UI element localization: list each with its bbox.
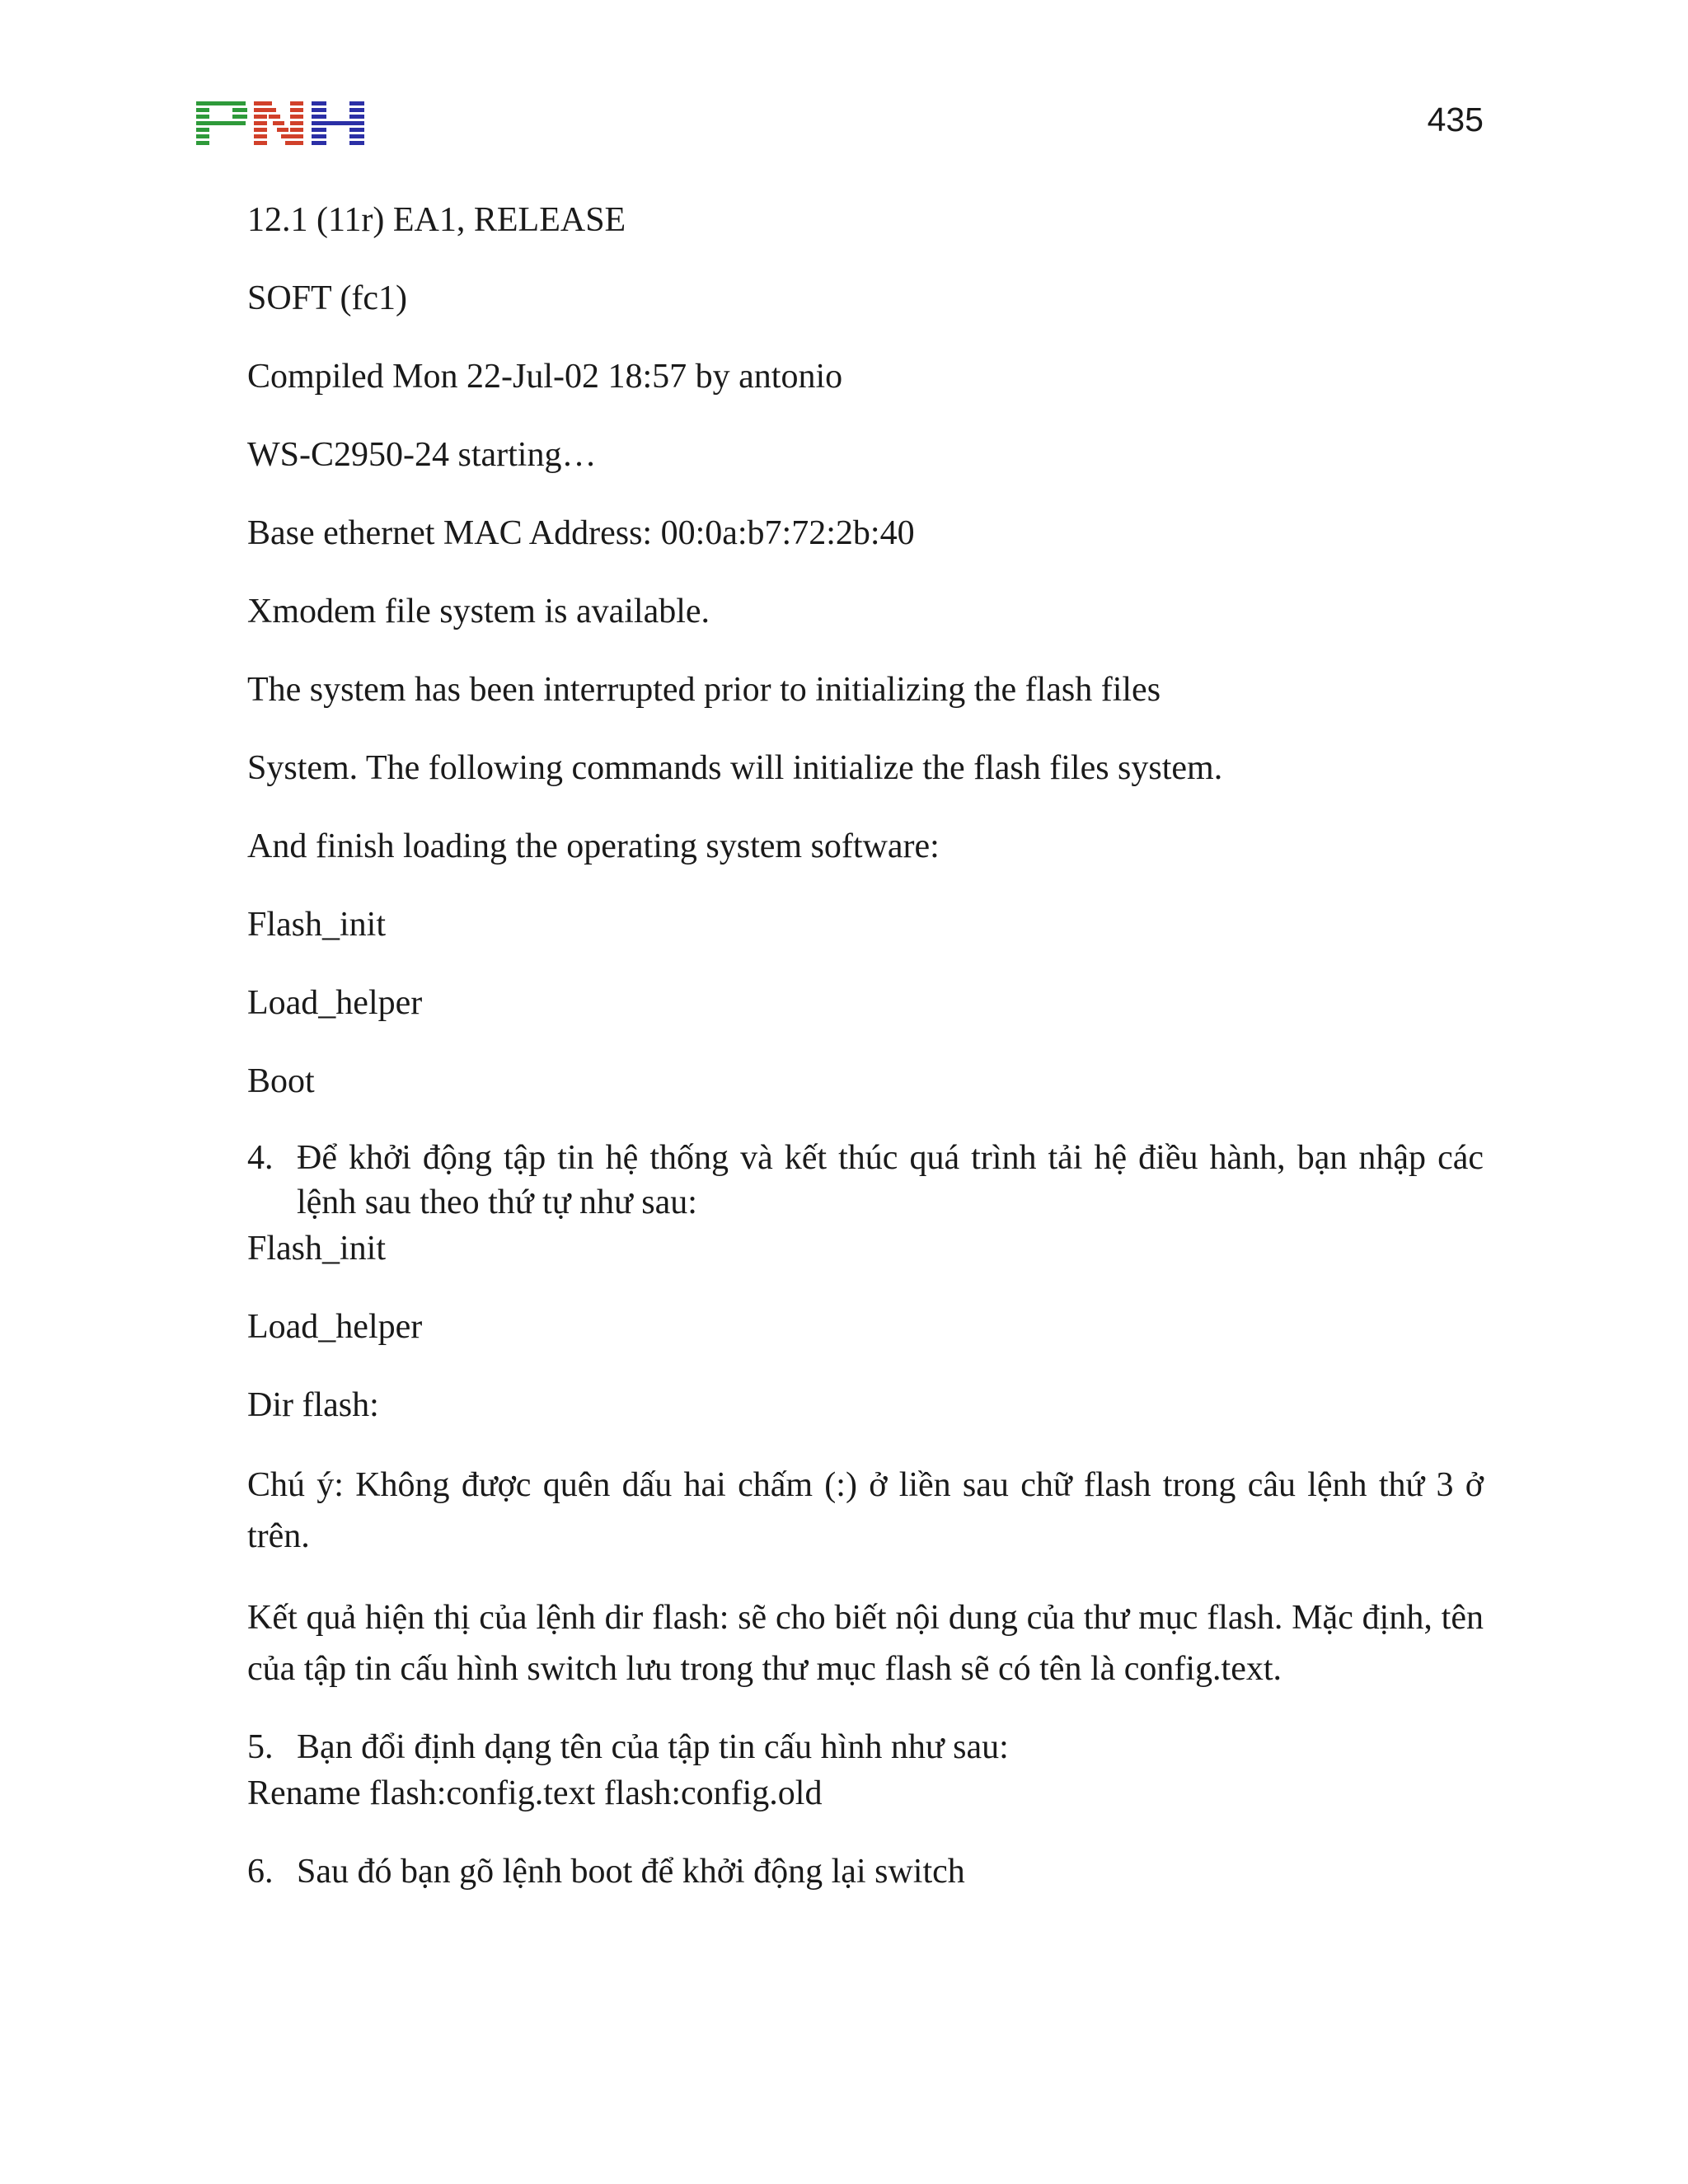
logo-stripe <box>312 128 326 132</box>
text-line: Compiled Mon 22-Jul-02 18:57 by antonio <box>247 358 843 396</box>
result-paragraph: Kết quả hiện thị của lệnh dir flash: sẽ cho biết nội dung của thư mục flash. Mặc định, tên của tập tin cấu hình switch lưu trong thư mục flash sẽ có tên là config.text. <box>247 1599 1484 1688</box>
logo-stripe <box>265 108 276 112</box>
page-number: 435 <box>1427 101 1484 138</box>
list-text: Để khởi động tập tin hệ thống và kết thúc quá trình tải hệ điều hành, bạn nhập các lệnh sau theo thứ tự như sau: <box>297 1139 1484 1221</box>
text-line: Load_helper <box>247 984 423 1022</box>
text-line: SOFT (fc1) <box>247 279 408 317</box>
logo-stripe <box>349 141 364 145</box>
logo-letter-n <box>254 101 303 145</box>
logo-stripe <box>232 115 247 119</box>
text-line: Boot <box>247 1062 315 1100</box>
logo-stripe <box>290 108 303 112</box>
command-line: Flash_init <box>247 1230 387 1268</box>
logo-stripe <box>254 141 267 145</box>
list-text: Sau đó bạn gõ lệnh boot để khởi động lại switch <box>297 1853 965 1891</box>
logo-stripe <box>254 128 267 132</box>
logo-stripe <box>312 115 326 119</box>
logo-stripe <box>349 108 364 112</box>
logo-stripe <box>196 134 209 138</box>
list-item <box>247 1136 1484 1225</box>
text-line: System. The following commands will initialize the flash files system. <box>247 749 1223 787</box>
command-line: Dir flash: <box>247 1386 379 1424</box>
step-4 <box>247 1136 1484 1272</box>
list-item <box>247 1848 1484 1896</box>
logo-stripe <box>232 108 247 112</box>
logo-stripe <box>254 134 267 138</box>
logo-stripe <box>196 108 209 112</box>
logo-stripe <box>290 134 303 138</box>
logo-stripe <box>196 115 209 119</box>
logo-stripe <box>290 115 303 119</box>
logo-stripe <box>254 121 267 125</box>
page-content <box>247 196 1484 1926</box>
step-5 <box>247 1725 1484 1817</box>
logo-stripe <box>290 128 303 132</box>
logo-stripe <box>260 101 272 105</box>
note-paragraph: Chú ý: Không được quên dấu hai chấm (:) ở liền sau chữ flash trong câu lệnh thứ 3 ở trên. <box>247 1466 1484 1555</box>
logo-stripe <box>196 121 246 125</box>
logo-stripe <box>290 141 303 145</box>
pnh-logo <box>196 101 364 148</box>
text-line: The system has been interrupted prior to initializing the flash files <box>247 671 1161 709</box>
logo-stripe <box>312 101 326 105</box>
logo-stripe <box>196 141 209 145</box>
logo-stripe <box>196 128 209 132</box>
logo-stripe <box>196 101 246 105</box>
logo-stripe <box>254 115 267 119</box>
logo-stripe <box>277 128 288 132</box>
logo-stripe <box>349 134 364 138</box>
logo-letter-h <box>312 101 364 145</box>
logo-stripe <box>349 115 364 119</box>
logo-stripe <box>349 101 364 105</box>
command-line: Load_helper <box>247 1308 423 1346</box>
text-line: Base ethernet MAC Address: 00:0a:b7:72:2b:40 <box>247 514 915 552</box>
list-marker: 5. <box>247 1728 274 1766</box>
logo-stripe <box>312 141 326 145</box>
logo-stripe <box>312 121 364 125</box>
text-line: Xmodem file system is available. <box>247 593 710 630</box>
list-text: Bạn đổi định dạng tên của tập tin cấu hình như sau: <box>297 1728 1009 1766</box>
list-marker: 4. <box>247 1139 274 1177</box>
text-line: 12.1 (11r) EA1, RELEASE <box>247 201 626 239</box>
step-6 <box>247 1848 1484 1896</box>
logo-stripe <box>290 101 303 105</box>
page-header <box>0 0 1688 165</box>
logo-stripe <box>312 108 326 112</box>
logo-stripe <box>312 134 326 138</box>
logo-stripe <box>290 121 303 125</box>
list-marker: 6. <box>247 1853 274 1891</box>
logo-stripe <box>269 115 280 119</box>
text-line: WS-C2950-24 starting… <box>247 436 597 474</box>
text-line: And finish loading the operating system software: <box>247 827 940 865</box>
command-line: Rename flash:config.text flash:config.old <box>247 1774 823 1812</box>
list-item <box>247 1725 1484 1769</box>
logo-letter-p <box>196 101 247 145</box>
text-line: Flash_init <box>247 906 387 944</box>
logo-stripe <box>273 121 284 125</box>
logo-stripe <box>349 128 364 132</box>
